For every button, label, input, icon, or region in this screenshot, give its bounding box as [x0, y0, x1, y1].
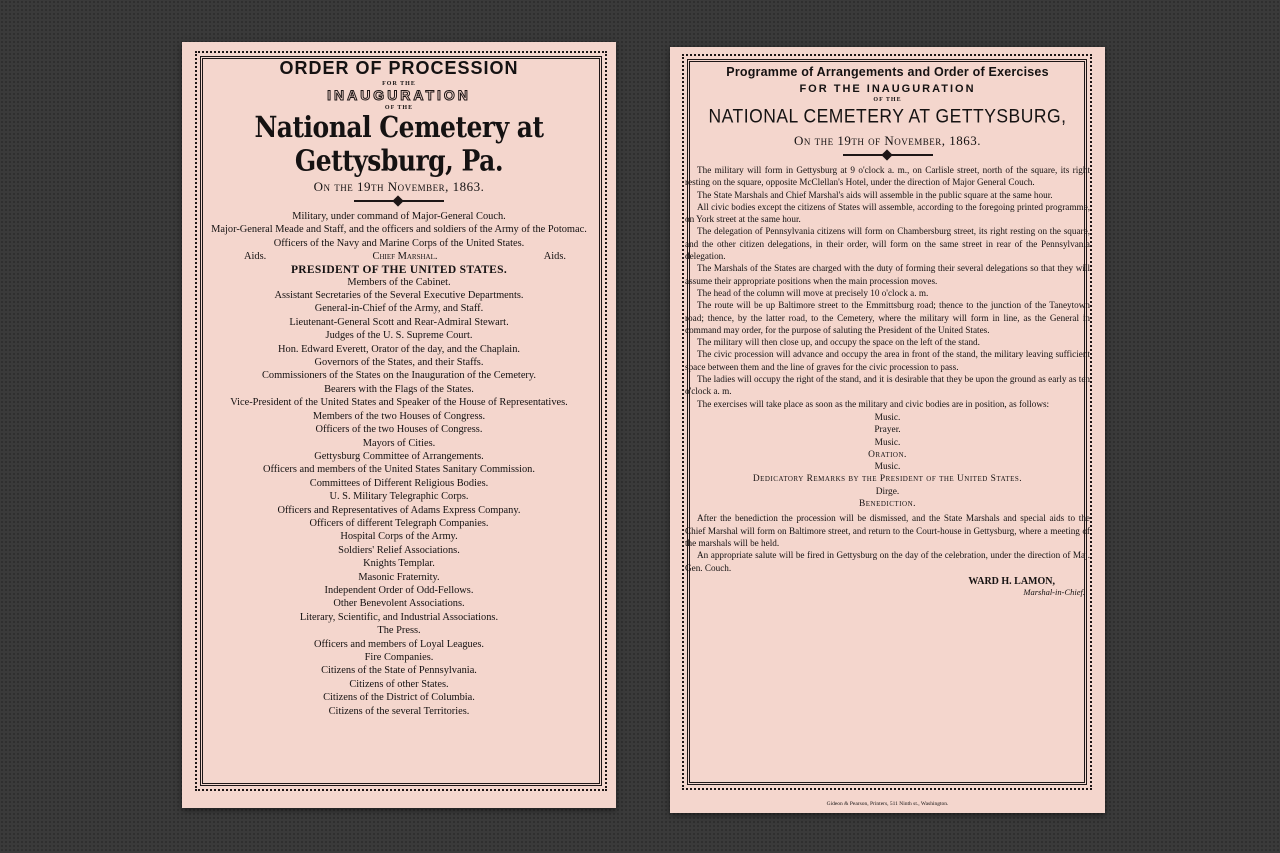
- procession-item: Governors of the States, and their Staffs.: [314, 357, 484, 369]
- procession-item: Citizens of the several Territories.: [328, 705, 470, 717]
- procession-item: Mayors of Cities.: [362, 437, 436, 449]
- left-date: On the 19th November, 1863.: [313, 179, 485, 194]
- exercise-item: Benediction.: [859, 499, 916, 510]
- procession-item: Members of the two Houses of Congress.: [312, 410, 486, 422]
- procession-item: Gettysburg Committee of Arrangements.: [314, 450, 484, 462]
- procession-item: Literary, Scientific, and Industrial Associations.: [299, 611, 499, 623]
- procession-item: Vice-President of the United States and Speaker of the House of Representatives.: [230, 397, 568, 409]
- left-inauguration: INAUGURATION: [327, 87, 471, 103]
- procession-item: Commissioners of the States on the Inauguration of the Cemetery.: [261, 370, 537, 382]
- procession-item: Citizens of the State of Pennsylvania.: [321, 665, 477, 677]
- aides-left: Aids.: [244, 251, 267, 263]
- exercise-item: Dirge.: [875, 486, 900, 497]
- procession-item: Members of the Cabinet.: [347, 276, 451, 288]
- arrangement-paragraph: The civic procession will advance and occupy the area in front of the stand, the military leaving sufficient space between them and the line of graves for the civic procession to pass.: [685, 349, 1090, 372]
- procession-item: Fire Companies.: [364, 652, 434, 663]
- procession-item: Hospital Corps of the Army.: [340, 531, 458, 543]
- arrangement-paragraph: The military will then close up, and occupy the space on the left of the stand.: [697, 337, 980, 348]
- aides-row: [192, 250, 606, 263]
- left-sheet-content: [192, 42, 606, 718]
- closing-paragraphs: [680, 512, 1095, 573]
- right-date: On the 19th of November, 1863.: [793, 133, 982, 148]
- arrangement-paragraph: The route will be up Baltimore street to the Emmittsburg road; thence to the junction of the Taneytown road; thence, by the latter road, to the Cemetery, where the military will form in line, as the General in command may order, for the purpose of saluting the President of the United States.: [685, 300, 1090, 335]
- left-of-the: OF THE: [384, 105, 414, 111]
- left-title: ORDER OF PROCESSION: [279, 58, 519, 78]
- procession-item: Officers and members of the United States Sanitary Commission.: [263, 464, 535, 476]
- procession-item: General-in-Chief of the Army, and Staff.: [314, 303, 484, 315]
- procession-list-bottom: [192, 276, 606, 718]
- procession-item: Bearers with the Flags of the States.: [324, 383, 474, 395]
- ornamental-rule: [354, 200, 444, 202]
- right-title: Programme of Arrangements and Order of Exercises: [726, 65, 1049, 79]
- right-sheet-content: [680, 47, 1095, 597]
- procession-item: Knights Templar.: [363, 558, 435, 570]
- arrangement-paragraph: The head of the column will move at precisely 10 o'clock a. m.: [697, 287, 929, 298]
- procession-item: Citizens of other States.: [349, 678, 449, 690]
- exercise-item: Music.: [874, 462, 901, 473]
- procession-item: Officers of the Navy and Marine Corps of the United States.: [273, 237, 525, 249]
- left-cemetery-heading: National Cemetery at Gettysburg, Pa.: [254, 110, 544, 178]
- procession-item: Committees of Different Religious Bodies.: [309, 477, 489, 489]
- programme-sheet: [670, 47, 1105, 813]
- closing-paragraph: After the benediction the procession will be dismissed, and the State Marshals and special aids to the Chief Marshal will form on Baltimore street, and return to the Court-house in Gettysburg, where a meeting of the marshals will be held.: [685, 513, 1090, 548]
- arrangement-paragraph: The military will form in Gettysburg at 9 o'clock a. m., on Carlisle street, north of the square, its right resting on the square, opposite McClellan's Hotel, under the direction of Major General Couch.: [685, 165, 1090, 188]
- signature-title: Marshal-in-Chief.: [1023, 586, 1085, 597]
- printer-credit: Gideon & Pearson, Printers, 511 Ninth st., Washington.: [826, 801, 949, 807]
- procession-item: Judges of the U. S. Supreme Court.: [325, 330, 473, 342]
- arrangement-paragraphs: [680, 164, 1095, 410]
- arrangement-paragraph: The Marshals of the States are charged with the duty of forming their several delegations so that they will assume their appropriate positions when the main procession moves.: [685, 263, 1090, 286]
- exercise-item: Music.: [874, 437, 901, 448]
- arrangement-paragraph: The exercises will take place as soon as the military and civic bodies are in position, as follows:: [697, 398, 1050, 409]
- procession-item: Officers of the two Houses of Congress.: [315, 424, 483, 436]
- arrangement-paragraph: The delegation of Pennsylvania citizens will form on Chambersburg street, its right resting on the square, and the other citizen delegations, in their order, will form on the same street in rear of the Pennsylvania delegation.: [685, 226, 1090, 262]
- arrangement-paragraph: The State Marshals and Chief Marshal's aids will assemble in the public square at the same hour.: [697, 189, 1053, 200]
- chief-marshal: Chief Marshal.: [372, 251, 438, 263]
- ornamental-rule: [843, 154, 933, 156]
- procession-item: Officers of different Telegraph Companies.: [309, 517, 489, 529]
- procession-item: Soldiers' Relief Associations.: [338, 544, 460, 556]
- arrangement-paragraph: The ladies will occupy the right of the stand, and it is desirable that they be upon the ground as early as ten o'clock a. m.: [685, 374, 1090, 397]
- procession-item: Lieutenant-General Scott and Rear-Admiral Stewart.: [289, 316, 509, 328]
- procession-item: Hon. Edward Everett, Orator of the day, and the Chaplain.: [278, 343, 520, 355]
- procession-item: Independent Order of Odd-Fellows.: [324, 584, 474, 596]
- aides-right: Aids.: [543, 251, 566, 263]
- signature: WARD H. LAMON,: [968, 575, 1055, 587]
- order-of-procession-sheet: [182, 42, 616, 808]
- arrangement-paragraph: All civic bodies except the citizens of States will assemble, according to the foregoing printed programme, on York street at the same hour.: [685, 201, 1090, 225]
- procession-item: Officers and Representatives of Adams Express Company.: [277, 504, 521, 516]
- procession-item: The Press.: [377, 625, 421, 637]
- procession-list-top: [192, 210, 606, 250]
- procession-item: U. S. Military Telegraphic Corps.: [329, 491, 469, 503]
- procession-item: Assistant Secretaries of the Several Executive Departments.: [274, 290, 524, 302]
- left-for-the: FOR THE: [382, 81, 416, 87]
- procession-item: Other Benevolent Associations.: [333, 598, 465, 610]
- exercise-item: Prayer.: [874, 425, 901, 436]
- procession-item: Citizens of the District of Columbia.: [323, 692, 475, 704]
- right-cemetery-heading: NATIONAL CEMETERY AT GETTYSBURG,: [708, 104, 1067, 127]
- procession-item: Military, under command of Major-General Couch.: [292, 211, 506, 222]
- president-line: PRESIDENT OF THE UNITED STATES.: [290, 263, 508, 276]
- exercise-item: Dedicatory Remarks by the President of the United States.: [752, 474, 1023, 485]
- right-of-the: OF THE: [873, 97, 902, 103]
- exercise-item: Music.: [874, 412, 901, 423]
- exercise-list: [680, 412, 1095, 510]
- procession-item: Masonic Fraternity.: [358, 571, 440, 583]
- exercise-item: Oration.: [868, 449, 907, 460]
- closing-paragraph: An appropriate salute will be fired in Gettysburg on the day of the celebration, under the direction of Maj. Gen. Couch.: [685, 550, 1090, 573]
- procession-item: Officers and members of Loyal Leagues.: [313, 638, 485, 650]
- procession-item: Major-General Meade and Staff, and the officers and soldiers of the Army of the Potomac.: [211, 224, 587, 236]
- right-subtitle: FOR THE INAUGURATION: [799, 83, 976, 95]
